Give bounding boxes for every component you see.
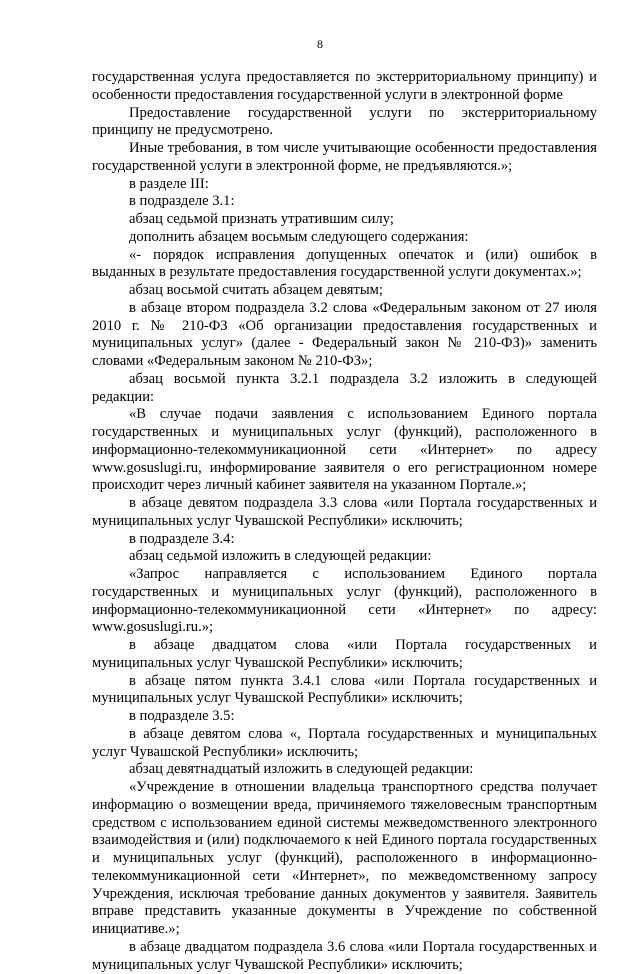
paragraph-6: абзац седьмой признать утратившим силу; <box>129 211 394 227</box>
paragraph-10: в абзаце втором подраздела 3.2 слова «Федеральным законом от 27 июля 2010 г. № 210-ФЗ «Об организации предоставления государственных и муниципальных услуг» (далее - Федеральный закон № 210-ФЗ)» заменить словами «Федеральным законом № 210-ФЗ»; <box>92 299 597 369</box>
paragraph-18: в абзаце пятом пункта 3.4.1 слова «или Портала государственных и муниципальных услуг Чувашской Республики» исключить; <box>92 672 597 707</box>
paragraph-4: в разделе III: <box>129 175 209 192</box>
paragraph-15: абзац седьмой изложить в следующей редакции: <box>129 548 432 565</box>
page-number: 8 <box>317 37 323 51</box>
paragraph-22: «Учреждение в отношении владельца транспортного средства получает информацию о возмещении вреда, причиняемого тяжеловесным транспортным средством с использованием единой системы межведомственного электронного взаимодействия и (или) подключаемого к ней Единого портала государственных и муниципальных услуг (функций), расположенного в информационно-телекоммуникационной сети «Интернет», по межведомственному запросу Учреждения, исключая требование данных документов у заявителя. Заявитель вправе представить указанные документы в Учреждение по собственной инициативе.»; <box>92 779 597 937</box>
paragraph-23: в абзаце двадцатом подраздела 3.6 слова «или Портала государственных и муниципальных услуг Чувашской Республики» исключить; <box>92 938 597 973</box>
paragraph-16: «Запрос направляется с использованием Единого портала государственных и муниципальных услуг (функций), расположенного в информационно-телекоммуникационной сети «Интернет» по адресу: www.gosuslugi.ru.»; <box>92 566 597 636</box>
paragraph-21: абзац девятнадцатый изложить в следующей редакции: <box>129 761 474 778</box>
paragraph-17: в абзаце двадцатом слова «или Портала государственных и муниципальных услуг Чувашской Республики» исключить; <box>92 637 597 671</box>
paragraph-20: в абзаце девятом слова «, Портала государственных и муниципальных услуг Чувашской Республики» исключить; <box>92 725 597 760</box>
paragraph-2: Предоставление государственной услуги по экстерриториальному принципу не предусмотрено. <box>92 104 597 139</box>
paragraph-19: в подразделе 3.5: <box>129 708 235 724</box>
paragraph-13: в абзаце девятом подраздела 3.3 слова «или Портала государственных и муниципальных услуг Чувашской Республики» исключить; <box>92 495 597 529</box>
paragraph-9: абзац восьмой считать абзацем девятым; <box>129 282 383 298</box>
paragraph-11: абзац восьмой пункта 3.2.1 подраздела 3.2 изложить в следующей редакции: <box>92 370 597 405</box>
paragraph-7: дополнить абзацем восьмым следующего содержания: <box>129 228 469 245</box>
paragraph-8: «- порядок исправления допущенных опечаток и (или) ошибок в выданных в результате предоставления государственной услуги документах.»; <box>92 246 597 281</box>
paragraph-5: в подразделе 3.1: <box>129 193 235 210</box>
paragraph-12: «В случае подачи заявления с использованием Единого портала государственных и муниципальных услуг (функций), расположенного в информационно-телекоммуникационной сети «Интернет» по адресу www.gosuslugi.ru, информирование заявителя о его регистрационном номере происходит через личный кабинет заявителя на указанном Портале.»; <box>92 406 597 494</box>
paragraph-1: государственная услуга предоставляется по экстерриториальному принципу) и особенности предоставления государственной услуги в электронной форме <box>92 69 597 103</box>
document-body <box>92 69 597 974</box>
paragraph-3: Иные требования, в том числе учитывающие особенности предоставления государственной услуги в электронной форме, не предъявляются.»; <box>92 140 597 174</box>
paragraph-14: в подразделе 3.4: <box>129 530 235 547</box>
